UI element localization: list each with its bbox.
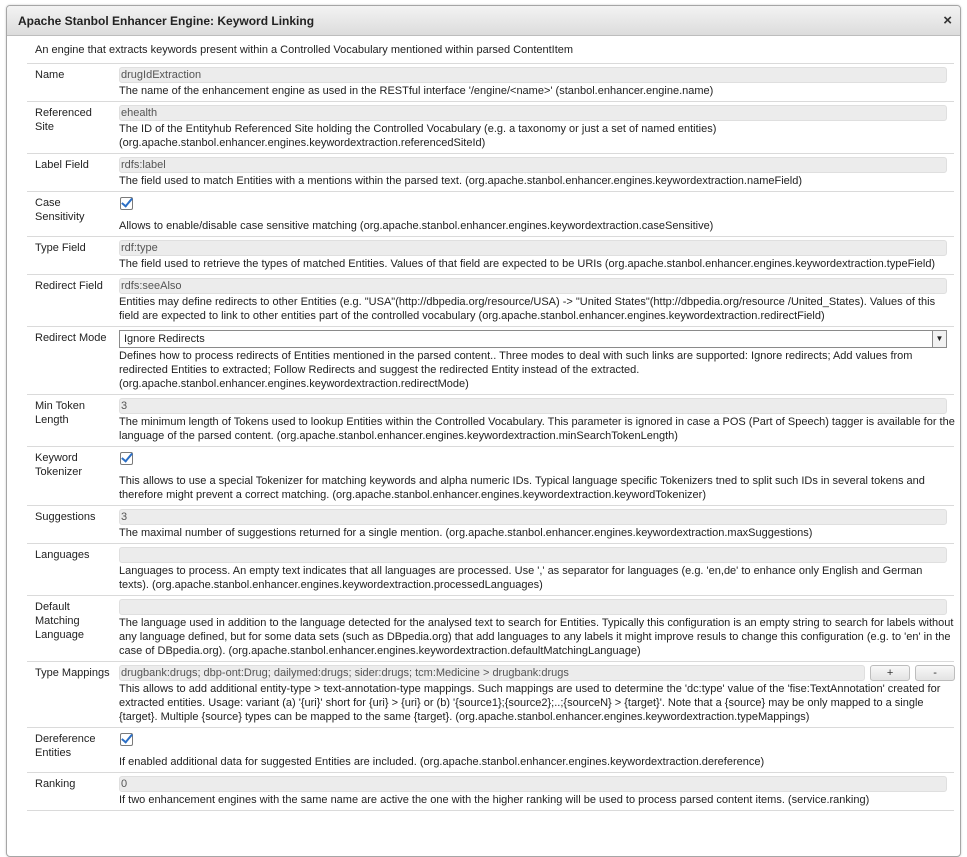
label-dereference-entities: Dereference Entities — [35, 733, 96, 759]
help-dereference-entities: If enabled additional data for suggested Entities are included. (org.apache.stanbol.enhancer.engines.keywordextraction.dereference) — [119, 756, 765, 768]
label-min-token-length: Min Token Length — [35, 400, 85, 426]
close-icon[interactable]: × — [943, 12, 952, 29]
row-redirect-mode — [27, 326, 954, 394]
help-redirect-mode: Defines how to process redirects of Entities mentioned in the parsed content.. Three modes to deal with such links are supported: Ignore redirects; Add values from redirected Entities to extracted; Follow Redirects and suggest the redirected Entity instead of the extracted. (org.apache.stanbol.enhancer.engines.keywordextraction.redirectMode) — [119, 350, 913, 390]
redirect-mode-select[interactable] — [119, 330, 947, 348]
label-referenced-site: Referenced Site — [35, 107, 92, 133]
name-input[interactable]: drugIdExtraction — [119, 67, 947, 83]
label-redirect-field: Redirect Field — [35, 280, 103, 292]
ranking-input[interactable]: 0 — [119, 776, 947, 792]
dialog-title: Apache Stanbol Enhancer Engine: Keyword Linking — [18, 13, 315, 28]
label-keyword-tokenizer: Keyword Tokenizer — [35, 452, 83, 478]
label-name: Name — [35, 69, 65, 81]
add-mapping-button[interactable]: + — [870, 665, 910, 681]
label-field-input[interactable]: rdfs:label — [119, 157, 947, 173]
help-min-token-length: The minimum length of Tokens used to lookup Entities within the Controlled Vocabulary. This parameter is ignored in case a POS (Part of Speech) tagger is available for the language of the parsed content. (org.apache.stanbol.enhancer.engines.keywordextraction.minSearchTokenLength) — [119, 416, 955, 442]
referenced-site-input[interactable]: ehealth — [119, 105, 947, 121]
row-suggestions — [27, 505, 954, 543]
label-default-matching-language: Default Matching Language — [35, 601, 84, 641]
row-case-sensitivity — [27, 191, 954, 236]
row-type-mappings — [27, 661, 954, 727]
help-name: The name of the enhancement engine as used in the RESTful interface '/engine/<name>' (stanbol.enhancer.engine.name) — [119, 85, 714, 97]
redirect-mode-value: Ignore Redirects — [124, 333, 205, 345]
config-form — [27, 63, 954, 811]
label-type-field: Type Field — [35, 242, 86, 254]
label-redirect-mode: Redirect Mode — [35, 332, 107, 344]
keyword-tokenizer-checkbox[interactable] — [120, 452, 133, 465]
label-suggestions: Suggestions — [35, 511, 96, 523]
row-name — [27, 63, 954, 101]
row-ranking — [27, 772, 954, 811]
row-label-field — [27, 153, 954, 191]
label-ranking: Ranking — [35, 778, 76, 790]
remove-mapping-button[interactable]: - — [915, 665, 955, 681]
min-token-length-input[interactable]: 3 — [119, 398, 947, 414]
help-default-matching-language: The language used in addition to the language detected for the analysed text to search for Entities. Typically this configuration is an empty string to search for labels without any language defined, but for some data sets (such as DBpedia.org) that add languages to any labels it might improve resuls to change this configuration (e.g. to 'en' in the case of DBpedia.org). (org.apache.stanbol.enhancer.engines.keywordextraction.defaultMatchingLanguage) — [119, 617, 954, 657]
help-keyword-tokenizer: This allows to use a special Tokenizer for matching keywords and alpha numeric IDs. Typical language specific Tokenizers tned to split such IDs in several tokens and therefore might prevent a correct matching. (org.apache.stanbol.enhancer.engines.keywordextraction.keywordTokenizer) — [119, 475, 925, 501]
default-matching-language-input[interactable] — [119, 599, 947, 615]
dereference-entities-checkbox[interactable] — [120, 733, 133, 746]
row-referenced-site — [27, 101, 954, 153]
label-languages: Languages — [35, 549, 90, 561]
label-case-sensitivity: Case Sensitivity — [35, 197, 85, 223]
row-min-token-length — [27, 394, 954, 446]
help-referenced-site: The ID of the Entityhub Referenced Site holding the Controlled Vocabulary (e.g. a taxonomy or just a set of named entities) (org.apache.stanbol.enhancer.engines.keywordextraction.referencedSiteId) — [119, 123, 717, 149]
row-default-matching-language — [27, 595, 954, 661]
dialog-titlebar — [7, 6, 960, 36]
help-suggestions: The maximal number of suggestions returned for a single mention. (org.apache.stanbol.enhancer.engines.keywordextraction.maxSuggestions) — [119, 527, 813, 539]
row-dereference-entities — [27, 727, 954, 772]
help-languages: Languages to process. An empty text indicates that all languages are processed. Use ',' as separator for languages (e.g. 'en,de' to enhance only English and German texts). (org.apache.stanbol.enhancer.engines.keywordextraction.processedLanguages) — [119, 565, 923, 591]
redirect-field-input[interactable]: rdfs:seeAlso — [119, 278, 947, 294]
languages-input[interactable] — [119, 547, 947, 563]
help-case-sensitivity: Allows to enable/disable case sensitive matching (org.apache.stanbol.enhancer.engines.keywordextraction.caseSensitive) — [119, 220, 714, 232]
help-type-mappings: This allows to add additional entity-type > text-annotation-type mappings. Such mappings are used to determine the 'dc:type' value of the 'fise:TextAnnotation' created for extracted entities. Usage: variant (a) '{uri}' short for {uri} > {uri} or (b) '{source1};{source2};..;{sourceN} > {target}'. Note that a {source} may be only mapped to a single {target}. Multiple {source} types can be mapped to the same {target}. (org.apache.stanbol.enhancer.engines.keywordextraction.typeMappings) — [119, 683, 941, 723]
help-label-field: The field used to match Entities with a mentions within the parsed text. (org.apache.stanbol.enhancer.engines.keywordextraction.nameField) — [119, 175, 802, 187]
row-redirect-field — [27, 274, 954, 326]
config-dialog — [6, 5, 961, 857]
help-redirect-field: Entities may define redirects to other Entities (e.g. "USA"(http://dbpedia.org/resource/USA) -> "United States"(http://dbpedia.org/resource /United_States). Values of this field are expected to link to other entities part of the controlled vocabulary (org.apache.stanbol.enhancer.engines.keywordextraction.redirectField) — [119, 296, 936, 322]
type-mappings-input[interactable]: drugbank:drugs; dbp-ont:Drug; dailymed:drugs; sider:drugs; tcm:Medicine > drugbank:drugs — [119, 665, 865, 681]
case-sensitivity-checkbox[interactable] — [120, 197, 133, 210]
label-label-field: Label Field — [35, 159, 89, 171]
row-languages — [27, 543, 954, 595]
label-type-mappings: Type Mappings — [35, 667, 110, 679]
row-keyword-tokenizer — [27, 446, 954, 505]
type-field-input[interactable]: rdf:type — [119, 240, 947, 256]
help-type-field: The field used to retrieve the types of matched Entities. Values of that field are expected to be URIs (org.apache.stanbol.enhancer.engines.keywordextraction.typeField) — [119, 258, 936, 270]
row-type-field — [27, 236, 954, 274]
help-ranking: If two enhancement engines with the same name are active the one with the higher ranking will be used to process parsed content items. (service.ranking) — [119, 794, 870, 806]
dialog-description: An engine that extracts keywords present within a Controlled Vocabulary mentioned within parsed ContentItem — [35, 44, 574, 56]
suggestions-input[interactable]: 3 — [119, 509, 947, 525]
chevron-down-icon[interactable]: ▼ — [932, 331, 946, 347]
